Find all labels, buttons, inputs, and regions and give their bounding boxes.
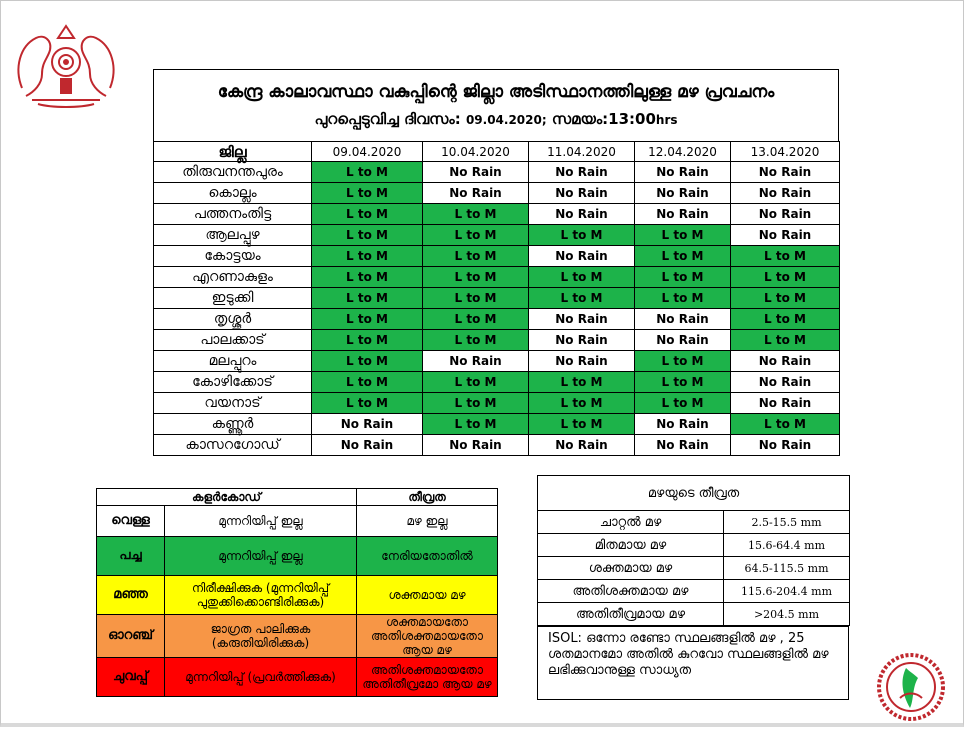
forecast-cell: L to M <box>529 225 635 246</box>
district-name: എറണാകുളം <box>154 267 312 288</box>
forecast-cell: No Rain <box>423 435 529 456</box>
intensity-header: തീവ്രത <box>357 489 498 506</box>
intensity-label: അതിശക്തമായ മഴ <box>538 580 724 603</box>
color-code-row <box>97 506 498 537</box>
intensity-row <box>538 511 850 534</box>
forecast-cell: No Rain <box>635 330 731 351</box>
forecast-cell: No Rain <box>731 372 840 393</box>
color-name: ചുവപ്പ് <box>97 658 165 697</box>
district-name: വയനാട് <box>154 393 312 414</box>
district-name: കണ്ണൂർ <box>154 414 312 435</box>
issued-date: 09.04.2020; <box>465 113 547 127</box>
forecast-cell: L to M <box>423 225 529 246</box>
forecast-cell: L to M <box>312 267 423 288</box>
forecast-row <box>154 351 840 372</box>
rain-intensity-title: മഴയുടെ തീവ്രത <box>538 476 850 511</box>
district-name: തിരുവനന്തപുരം <box>154 162 312 183</box>
district-name: മലപ്പുറം <box>154 351 312 372</box>
forecast-cell: L to M <box>312 246 423 267</box>
forecast-cell: L to M <box>731 246 840 267</box>
intensity-range: 64.5-115.5 mm <box>724 557 850 580</box>
intensity-label: ശക്തമായ മഴ <box>538 557 724 580</box>
forecast-title-box <box>153 69 839 141</box>
forecast-row <box>154 393 840 414</box>
forecast-cell: No Rain <box>731 162 840 183</box>
intensity-range: 15.6-64.4 mm <box>724 534 850 557</box>
forecast-row <box>154 246 840 267</box>
intensity-row <box>538 557 850 580</box>
forecast-row <box>154 435 840 456</box>
warning-text: മുന്നറിയിപ്പ് (പ്രവർത്തിക്കുക) <box>165 658 357 697</box>
forecast-cell: L to M <box>731 309 840 330</box>
forecast-table <box>153 141 840 456</box>
forecast-cell: L to M <box>529 372 635 393</box>
district-name: കോട്ടയം <box>154 246 312 267</box>
forecast-cell: L to M <box>423 246 529 267</box>
forecast-cell: No Rain <box>529 204 635 225</box>
intensity-text: മഴ ഇല്ല <box>357 506 498 537</box>
forecast-cell: L to M <box>312 162 423 183</box>
forecast-cell: No Rain <box>529 435 635 456</box>
forecast-cell: L to M <box>423 288 529 309</box>
forecast-cell: L to M <box>423 414 529 435</box>
forecast-cell: No Rain <box>635 183 731 204</box>
district-name: ആലപ്പുഴ <box>154 225 312 246</box>
forecast-cell: L to M <box>529 288 635 309</box>
color-code-row <box>97 537 498 576</box>
color-code-header: കളർകോഡ് <box>97 489 357 506</box>
forecast-cell: No Rain <box>731 204 840 225</box>
forecast-row <box>154 183 840 204</box>
date-column-header: 10.04.2020 <box>423 142 529 162</box>
district-name: കൊല്ലം <box>154 183 312 204</box>
forecast-cell: No Rain <box>529 309 635 330</box>
forecast-cell: L to M <box>529 414 635 435</box>
forecast-row <box>154 225 840 246</box>
date-column-header: 11.04.2020 <box>529 142 635 162</box>
intensity-range: >204.5 mm <box>724 603 850 626</box>
forecast-cell: No Rain <box>731 393 840 414</box>
forecast-cell: L to M <box>312 183 423 204</box>
forecast-cell: L to M <box>423 309 529 330</box>
issued-label: പുറപ്പെടുവിച്ച ദിവസം: <box>314 110 461 128</box>
forecast-cell: No Rain <box>635 435 731 456</box>
ksdma-seal-icon <box>876 652 946 722</box>
intensity-label: മിതമായ മഴ <box>538 534 724 557</box>
forecast-cell: No Rain <box>529 183 635 204</box>
forecast-cell: L to M <box>312 393 423 414</box>
color-name: പച്ച <box>97 537 165 576</box>
forecast-cell: L to M <box>312 309 423 330</box>
forecast-row <box>154 330 840 351</box>
forecast-row <box>154 309 840 330</box>
district-column-header: ജില്ല <box>154 142 312 162</box>
forecast-cell: No Rain <box>635 162 731 183</box>
forecast-cell: No Rain <box>423 351 529 372</box>
forecast-cell: L to M <box>423 372 529 393</box>
intensity-row <box>538 580 850 603</box>
forecast-cell: L to M <box>731 267 840 288</box>
forecast-cell: L to M <box>312 204 423 225</box>
forecast-cell: L to M <box>423 267 529 288</box>
forecast-cell: No Rain <box>731 225 840 246</box>
forecast-cell: No Rain <box>635 309 731 330</box>
intensity-text: ശക്തമായ മഴ <box>357 576 498 615</box>
intensity-label: ചാറ്റൽ മഴ <box>538 511 724 534</box>
district-name: തൃശ്ശൂർ <box>154 309 312 330</box>
forecast-row <box>154 204 840 225</box>
warning-text: മുന്നറിയിപ്പ് ഇല്ല <box>165 506 357 537</box>
forecast-cell: L to M <box>635 225 731 246</box>
forecast-row <box>154 288 840 309</box>
forecast-cell: L to M <box>635 372 731 393</box>
forecast-header-row <box>154 142 840 162</box>
forecast-cell: No Rain <box>312 414 423 435</box>
forecast-cell: L to M <box>731 330 840 351</box>
forecast-cell: L to M <box>423 204 529 225</box>
forecast-cell: L to M <box>312 288 423 309</box>
warning-text: മുന്നറിയിപ്പ് ഇല്ല <box>165 537 357 576</box>
intensity-row <box>538 603 850 626</box>
district-name: ഇടുക്കി <box>154 288 312 309</box>
time-value: 13:00 <box>608 110 656 128</box>
forecast-cell: L to M <box>635 393 731 414</box>
time-label: സമയം: <box>551 110 609 128</box>
district-name: പാലക്കാട് <box>154 330 312 351</box>
color-code-row <box>97 615 498 658</box>
intensity-range: 2.5-15.5 mm <box>724 511 850 534</box>
forecast-cell: L to M <box>312 351 423 372</box>
issued-line <box>154 110 838 128</box>
date-column-header: 12.04.2020 <box>635 142 731 162</box>
forecast-cell: No Rain <box>635 204 731 225</box>
forecast-cell: L to M <box>529 267 635 288</box>
color-code-row <box>97 576 498 615</box>
forecast-cell: No Rain <box>635 414 731 435</box>
forecast-cell: L to M <box>312 330 423 351</box>
forecast-cell: No Rain <box>731 351 840 372</box>
kerala-emblem-icon <box>12 18 120 110</box>
forecast-cell: L to M <box>635 246 731 267</box>
warning-text: നിരീക്ഷിക്കുക (മുന്നറിയിപ്പ് പുതുക്കിക്കൊണ്ടിരിക്കുക) <box>165 576 357 615</box>
color-code-table <box>96 488 498 697</box>
forecast-cell: L to M <box>312 372 423 393</box>
district-name: കോഴിക്കോട് <box>154 372 312 393</box>
color-name: മഞ്ഞ <box>97 576 165 615</box>
forecast-cell: No Rain <box>731 435 840 456</box>
forecast-title: കേന്ദ്ര കാലാവസ്ഥാ വകുപ്പിന്റെ ജില്ലാ അടിസ്ഥാനത്തിലുള്ള മഴ പ്രവചനം <box>217 82 775 102</box>
color-code-header-row <box>97 489 498 506</box>
forecast-cell: No Rain <box>423 183 529 204</box>
forecast-cell: L to M <box>731 288 840 309</box>
forecast-cell: No Rain <box>423 162 529 183</box>
isol-note: ISOL: ഒന്നോ രണ്ടോ സ്ഥലങ്ങളിൽ മഴ , 25 ശതമാനമോ അതിൽ കുറവോ സ്ഥലങ്ങളിൽ മഴ ലഭിക്കുവാനുള്ള സാധ്യത <box>537 626 849 700</box>
forecast-cell: L to M <box>731 414 840 435</box>
warning-text: ജാഗ്രത പാലിക്കുക (കരുതിയിരിക്കുക) <box>165 615 357 658</box>
forecast-cell: No Rain <box>731 183 840 204</box>
color-code-row <box>97 658 498 697</box>
forecast-cell: No Rain <box>529 246 635 267</box>
rain-intensity-table <box>537 475 850 626</box>
forecast-cell: No Rain <box>529 162 635 183</box>
forecast-row <box>154 372 840 393</box>
forecast-cell: L to M <box>635 288 731 309</box>
color-name: ഓറഞ്ച് <box>97 615 165 658</box>
forecast-cell: No Rain <box>529 351 635 372</box>
intensity-text: അതിശക്തമായതോ അതിതീവ്രമോ ആയ മഴ <box>357 658 498 697</box>
forecast-cell: L to M <box>423 330 529 351</box>
color-name: വെള്ള <box>97 506 165 537</box>
forecast-cell: No Rain <box>529 330 635 351</box>
forecast-row <box>154 414 840 435</box>
date-column-header: 13.04.2020 <box>731 142 840 162</box>
district-name: കാസറഗോഡ് <box>154 435 312 456</box>
district-name: പത്തനംതിട്ട <box>154 204 312 225</box>
forecast-row <box>154 162 840 183</box>
intensity-range: 115.6-204.4 mm <box>724 580 850 603</box>
intensity-text: ശക്തമായതോ അതിശക്തമായതോ ആയ മഴ <box>357 615 498 658</box>
forecast-cell: L to M <box>635 267 731 288</box>
intensity-row <box>538 534 850 557</box>
intensity-text: നേരിയതോതിൽ <box>357 537 498 576</box>
forecast-cell: L to M <box>423 393 529 414</box>
intensity-label: അതിതീവ്രമായ മഴ <box>538 603 724 626</box>
forecast-cell: L to M <box>635 351 731 372</box>
forecast-cell: L to M <box>312 225 423 246</box>
date-column-header: 09.04.2020 <box>312 142 423 162</box>
forecast-cell: L to M <box>529 393 635 414</box>
forecast-cell: No Rain <box>312 435 423 456</box>
forecast-row <box>154 267 840 288</box>
time-unit: hrs <box>655 113 678 127</box>
